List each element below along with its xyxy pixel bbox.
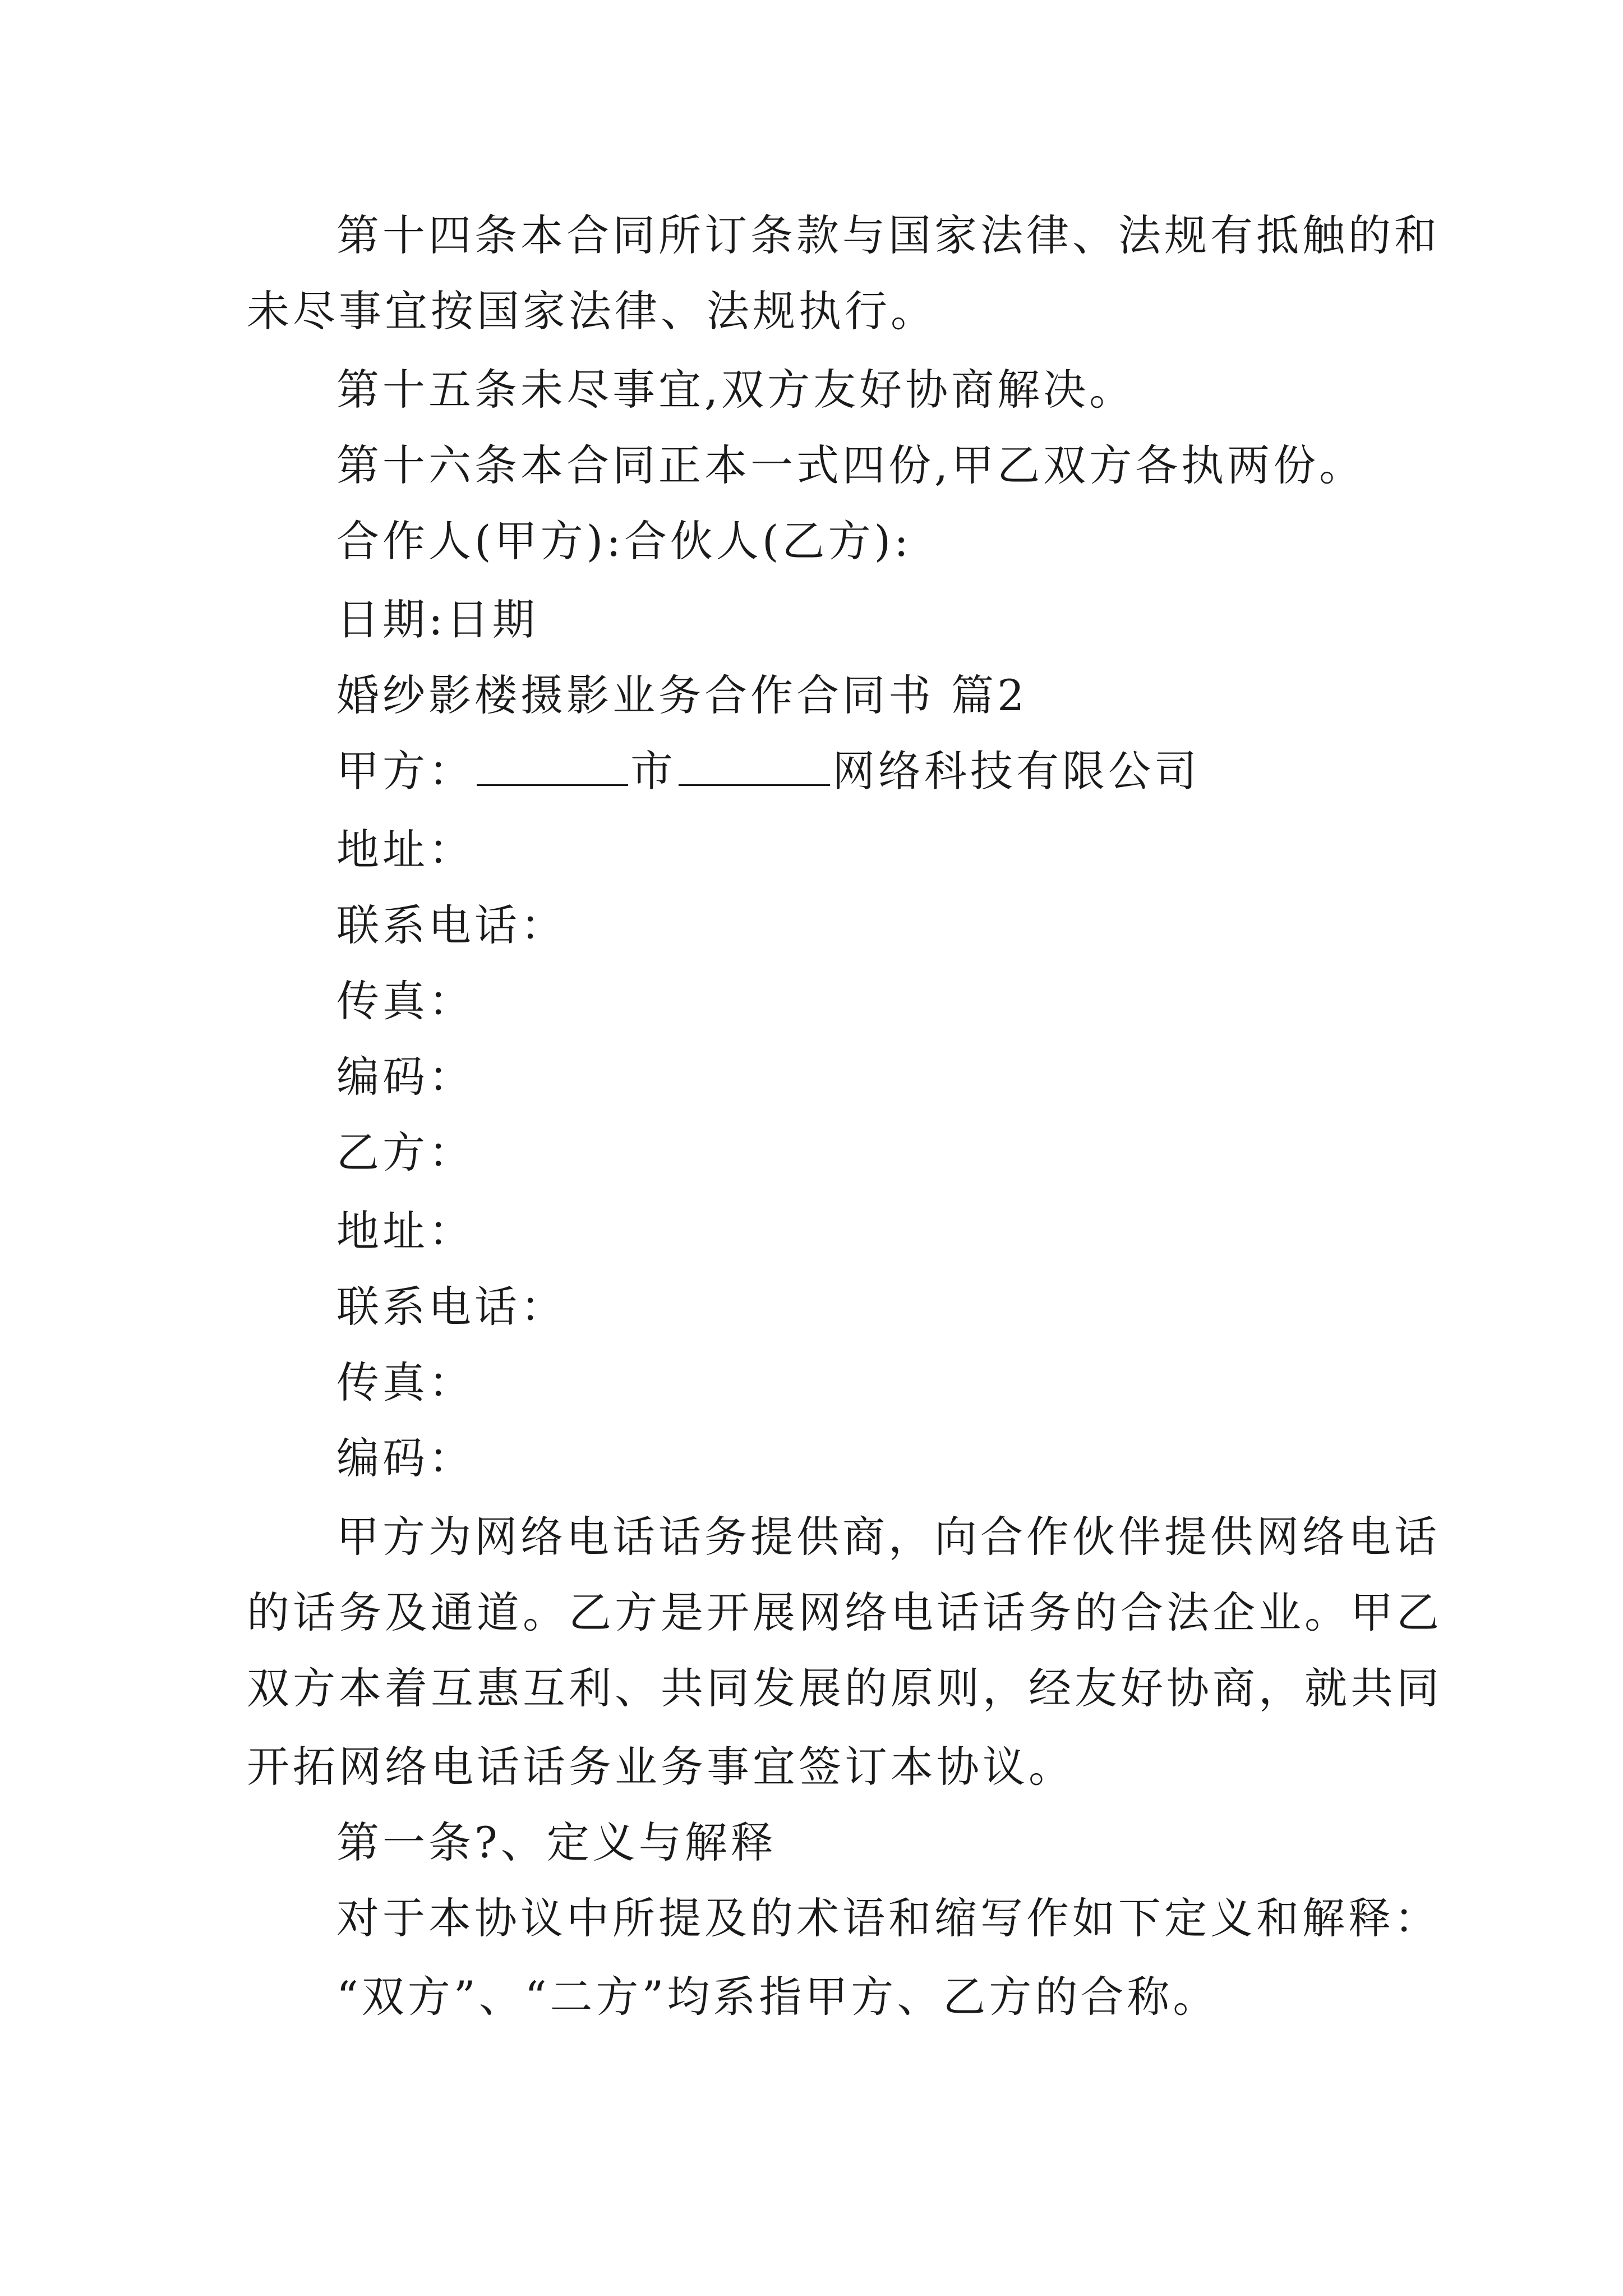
party-b-phone: 联系电话：: [336, 1282, 566, 1332]
party-a-company-suffix: 网络科技有限公司: [832, 746, 1200, 796]
party-a-line: [336, 743, 1200, 799]
article-14-line-2: 未尽事宜按国家法律、法规执行。: [247, 286, 937, 336]
party-a-fax: 传真：: [336, 976, 474, 1026]
party-b-fax: 传真：: [336, 1358, 474, 1407]
article-14-line-1: 第十四条本合同所订条款与国家法律、法规有抵触的和: [336, 210, 1440, 260]
section-title: 婚纱影楼摄影业务合作合同书 篇2: [336, 670, 1028, 720]
party-a-label: 甲方：: [336, 746, 474, 796]
article-15: 第十五条未尽事宜,双方友好协商解决。: [336, 365, 1136, 415]
article-1-definition: “双方”、“二方”均系指甲方、乙方的合称。: [336, 1972, 1219, 2022]
article-16: 第十六条本合同正本一式四份,甲乙双方各执两份。: [336, 440, 1366, 490]
party-b-address: 地址：: [336, 1206, 474, 1256]
party-b-label: 乙方：: [336, 1128, 474, 1177]
blank-city: [477, 745, 628, 786]
article-1-title: 第一条?、定义与解释: [336, 1818, 777, 1867]
party-a-phone: 联系电话：: [336, 900, 566, 950]
signature-parties: 合作人(甲方):合伙人(乙方):: [336, 516, 912, 566]
preamble-line-2: 的话务及通道。乙方是开展网络电话话务的合法企业。甲乙: [247, 1588, 1442, 1637]
blank-company: [679, 745, 830, 786]
party-a-code: 编码：: [336, 1052, 474, 1102]
preamble-line-4: 开拓网络电话话务业务事宜签订本协议。: [247, 1742, 1075, 1792]
party-b-code: 编码：: [336, 1433, 474, 1483]
party-a-address: 地址：: [336, 825, 474, 875]
preamble-line-3: 双方本着互惠互利、共同发展的原则，经友好协商，就共同: [247, 1663, 1442, 1713]
signature-dates: 日期:日期: [336, 595, 538, 645]
preamble-line-1: 甲方为网络电话话务提供商，向合作伙伴提供网络电话: [336, 1512, 1440, 1562]
party-a-city-suffix: 市: [630, 746, 676, 796]
article-1-intro: 对于本协议中所提及的术语和缩写作如下定义和解释：: [336, 1893, 1440, 1943]
